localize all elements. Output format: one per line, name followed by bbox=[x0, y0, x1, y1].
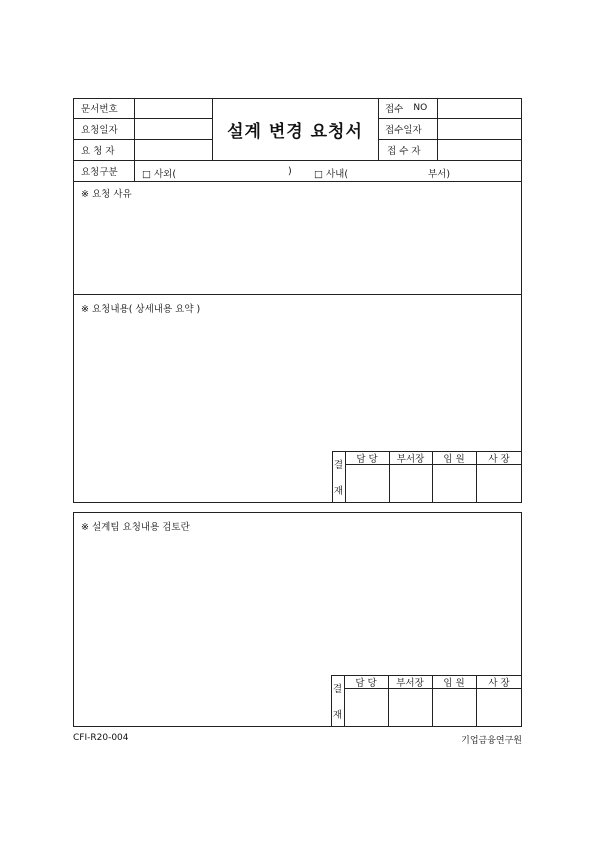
external-close-paren: ) bbox=[288, 166, 292, 177]
approval-side-label bbox=[332, 451, 345, 503]
requester-label: 요 청 자 bbox=[81, 145, 115, 157]
review-area[interactable] bbox=[74, 532, 332, 726]
receipt-date-field[interactable] bbox=[438, 119, 521, 139]
approval-box bbox=[332, 451, 522, 503]
approval-sign-executive[interactable] bbox=[433, 465, 475, 502]
receiver-label: 접 수 자 bbox=[387, 145, 421, 157]
approval-header-staff: 담 당 bbox=[356, 453, 378, 465]
receipt-number-label bbox=[378, 98, 437, 118]
receipt-label-text: 접수 bbox=[385, 104, 404, 115]
request-type-label: 요청구분 bbox=[81, 166, 118, 178]
internal-dept-suffix: 부서) bbox=[428, 169, 451, 180]
receipt-no-suffix: NO bbox=[413, 103, 428, 113]
external-checkbox[interactable]: □ 사외( bbox=[142, 169, 177, 180]
review-section-label: ※ 설계팀 요청내용 검토란 bbox=[81, 522, 190, 533]
receipt-date-label: 접수일자 bbox=[385, 124, 422, 136]
approval-header-president: 사 장 bbox=[488, 453, 510, 465]
approval-header-dept-head: 부서장 bbox=[396, 677, 424, 689]
divider bbox=[73, 294, 522, 295]
approval-label-bottom: 재 bbox=[332, 710, 343, 721]
request-date-field[interactable] bbox=[135, 119, 211, 139]
approval-box bbox=[331, 675, 522, 727]
receipt-number-field[interactable] bbox=[438, 99, 521, 118]
approval-sign-president[interactable] bbox=[477, 689, 521, 726]
approval-sign-executive[interactable] bbox=[433, 689, 475, 726]
approval-header-dept-head: 부서장 bbox=[396, 453, 425, 465]
request-reason-area[interactable] bbox=[74, 198, 521, 293]
form-title: 설계 변경 요청서 bbox=[227, 121, 363, 142]
doc-number-label: 문서번호 bbox=[81, 104, 118, 115]
request-content-area[interactable] bbox=[74, 314, 332, 502]
approval-side-label bbox=[331, 675, 344, 727]
doc-number-field[interactable] bbox=[135, 99, 211, 118]
approval-sign-dept-head[interactable] bbox=[390, 465, 431, 502]
approval-header-executive: 임 원 bbox=[443, 453, 465, 465]
approval-label-top: 결 bbox=[332, 684, 343, 695]
form-code: CFI-R20-004 bbox=[73, 733, 129, 743]
internal-checkbox[interactable]: □ 사내( bbox=[314, 169, 349, 180]
approval-label-top: 결 bbox=[333, 460, 344, 471]
approval-label-bottom: 재 bbox=[333, 486, 344, 497]
divider bbox=[73, 160, 522, 161]
approval-header-staff: 담 당 bbox=[355, 677, 377, 689]
approval-header-executive: 임 원 bbox=[443, 677, 465, 689]
approval-header-president: 사 장 bbox=[488, 677, 510, 689]
approval-sign-staff[interactable] bbox=[345, 689, 387, 726]
request-content-label: ※ 요청내용( 상세내용 요약 ) bbox=[81, 304, 201, 315]
approval-sign-president[interactable] bbox=[477, 465, 521, 502]
approval-sign-dept-head[interactable] bbox=[389, 689, 431, 726]
approval-sign-staff[interactable] bbox=[346, 465, 388, 502]
request-reason-label: ※ 요청 사유 bbox=[81, 189, 132, 200]
requester-field[interactable] bbox=[135, 140, 211, 160]
organization-name: 기업금융연구원 bbox=[461, 736, 522, 746]
request-date-label: 요청일자 bbox=[81, 124, 118, 136]
receiver-field[interactable] bbox=[438, 140, 521, 160]
